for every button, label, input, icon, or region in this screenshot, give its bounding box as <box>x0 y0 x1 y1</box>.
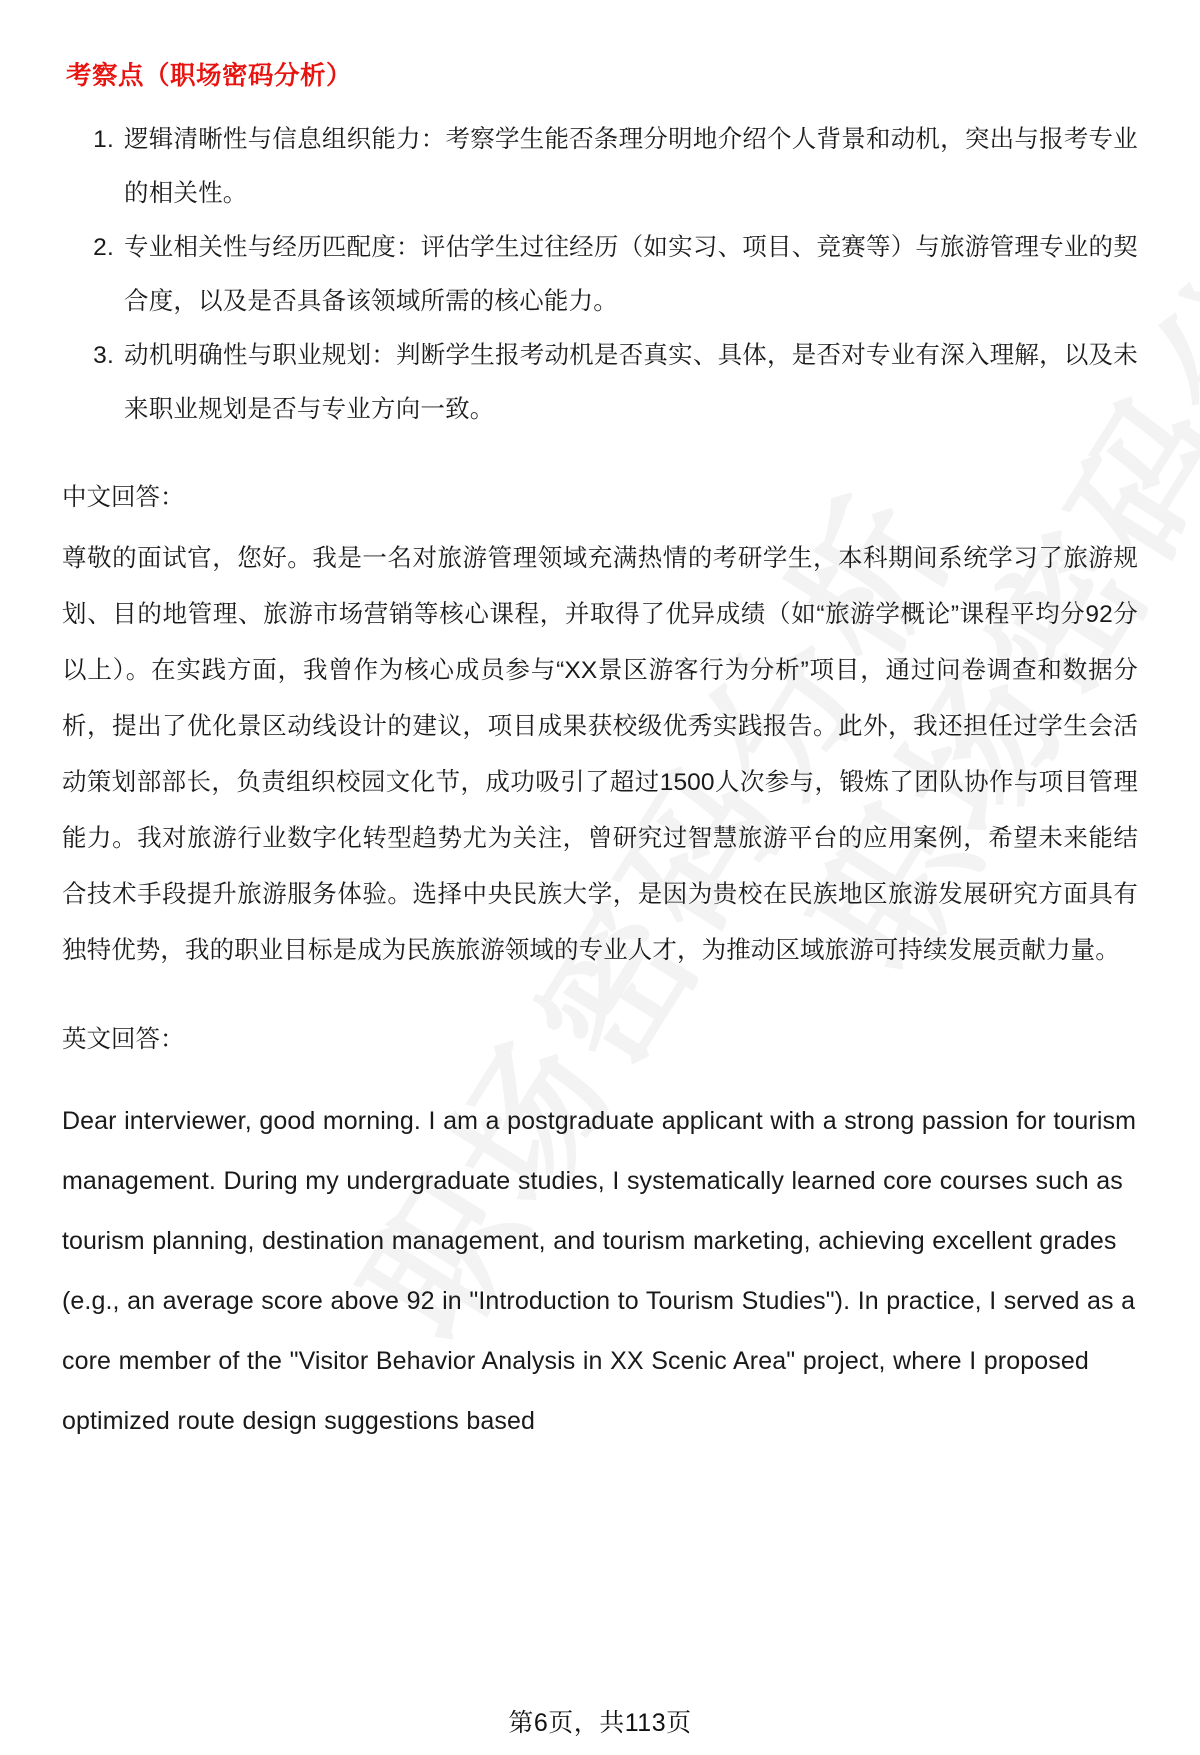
page-footer: 第6页，共113页 <box>508 1709 692 1737</box>
english-answer-body: Dear interviewer, good morning. I am a postgraduate applicant with a strong passion for tourism management. During my undergraduate studies, I systematically learned core courses such as tourism planning, destination management, and tourism marketing, achieving excellent grades (e.g., an average score above 92 in "Introduction to Tourism Studies"). In practice, I served as a core member of the "Visitor Behavior Analysis in XX Scenic Area" project, where I proposed optimized route design suggestions based <box>62 1107 1136 1436</box>
criteria-list <box>62 113 1138 437</box>
list-item: 专业相关性与经历匹配度：评估学生过往经历（如实习、项目、竞赛等）与旅游管理专业的契合度，以及是否具备该领域所需的核心能力。 <box>124 234 1138 316</box>
chinese-answer-label: 中文回答： <box>62 484 185 512</box>
chinese-answer-body: 尊敬的面试官，您好。我是一名对旅游管理领域充满热情的考研学生，本科期间系统学习了旅游规划、目的地管理、旅游市场营销等核心课程，并取得了优异成绩（如“旅游学概论”课程平均分92分以上）。在实践方面，我曾作为核心成员参与“XX景区游客行为分析”项目，通过问卷调查和数据分析，提出了优化景区动线设计的建议，项目成果获校级优秀实践报告。此外，我还担任过学生会活动策划部部长，负责组织校园文化节，成功吸引了超过1500人次参与，锻炼了团队协作与项目管理能力。我对旅游行业数字化转型趋势尤为关注，曾研究过智慧旅游平台的应用案例，希望未来能结合技术手段提升旅游服务体验。选择中央民族大学，是因为贵校在民族地区旅游发展研究方面具有独特优势，我的职业目标是成为民族旅游领域的专业人才，为推动区域旅游可持续发展贡献力量。 <box>62 545 1138 965</box>
list-item: 动机明确性与职业规划：判断学生报考动机是否真实、具体，是否对专业有深入理解，以及未来职业规划是否与专业方向一致。 <box>124 342 1138 424</box>
section-spacer <box>62 1073 1138 1091</box>
page-title: 考察点（职场密码分析） <box>66 62 353 90</box>
list-item: 逻辑清晰性与信息组织能力：考察学生能否条理分明地介绍个人背景和动机，突出与报考专业的相关性。 <box>124 126 1138 208</box>
english-answer-label: 英文回答： <box>62 1026 185 1054</box>
